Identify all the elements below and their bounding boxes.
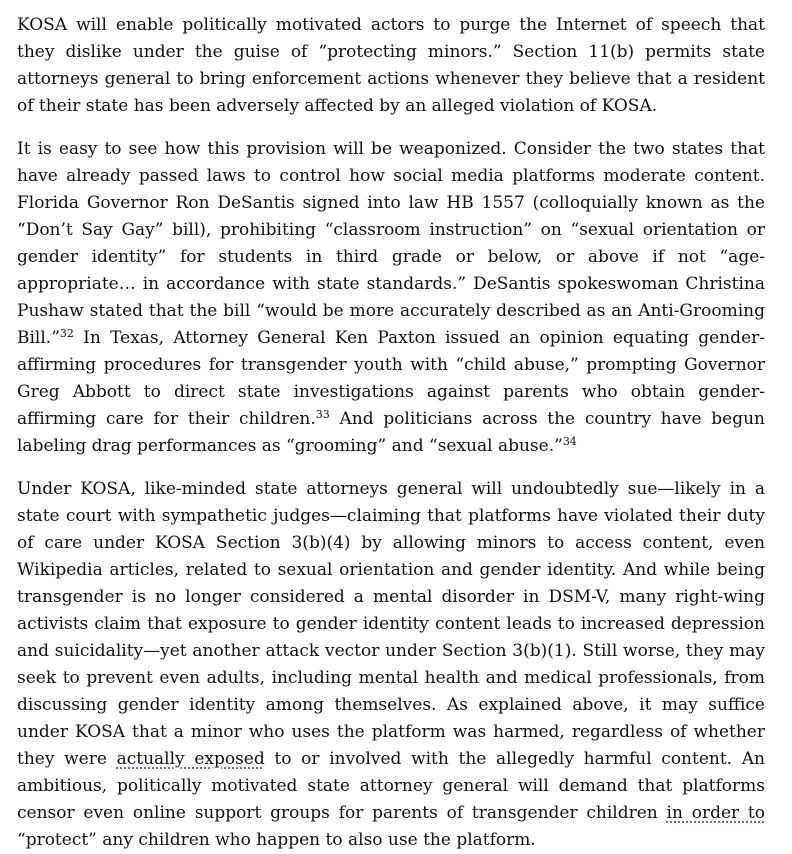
grammar-flagged-phrase[interactable]: in order to [666,803,765,823]
paragraph-1 [17,12,765,120]
paragraph-text: to or involved with the allegedly harmful content. An ambitious, politically motivated state attorney general will demand that platforms censor even online support groups for parents of transgender children [17,749,765,823]
paragraph-text: KOSA will enable politically motivated actors to purge the Internet of speech that they dislike under the guise of “protecting minors.” Section 11(b) permits state attorneys general to bring enforcement actions whenever they believe that a resident of their state has been adversely affected by an alleged violation of KOSA. [17,15,765,116]
paragraph-2 [17,136,765,460]
grammar-flagged-phrase[interactable]: actually exposed [116,749,265,769]
footnote-ref-32[interactable]: 32 [59,327,74,340]
paragraph-3 [17,476,765,854]
paragraph-text: “protect” any children who happen to also use the platform. [17,830,536,850]
paragraph-text: In Texas, Attorney General Ken Paxton issued an opinion equating gender-affirming procedures for transgender youth with “child abuse,” prompting Governor Greg Abbott to direct state investigations against parents who obtain gender-affirming care for their children. [17,328,765,429]
footnote-ref-34[interactable]: 34 [562,435,577,448]
paragraph-text: It is easy to see how this provision will be weaponized. Consider the two states that have already passed laws to control how social media platforms moderate content. Florida Governor Ron DeSantis signed into law HB 1557 (colloquially known as the “Don’t Say Gay” bill), prohibiting “classroom instruction” on “sexual orientation or gender identity” for students in third grade or below, or above if not “age-appropriate… in accordance with state standards.” DeSantis spokeswoman Christina Pushaw stated that the bill “would be more accurately described as an Anti-Grooming Bill.” [17,139,765,348]
paragraph-text: Under KOSA, like-minded state attorneys general will undoubtedly sue—likely in a state court with sympathetic judges—claiming that platforms have violated their duty of care under KOSA Section 3(b)(4) by allowing minors to access content, even Wikipedia articles, related to sexual orientation and gender identity. And while being transgender is no longer considered a mental disorder in DSM-V, many right-wing activists claim that exposure to gender identity content leads to increased depression and suicidality—yet another attack vector under Section 3(b)(1). Still worse, they may seek to prevent even adults, including mental health and medical professionals, from discussing gender identity among themselves. As explained above, it may suffice under KOSA that a minor who uses the platform was harmed, regardless of whether they were [17,479,765,769]
paragraph-text: And politicians across the country have begun labeling drag performances as “grooming” and “sexual abuse.” [17,409,765,456]
footnote-ref-33[interactable]: 33 [315,408,330,421]
